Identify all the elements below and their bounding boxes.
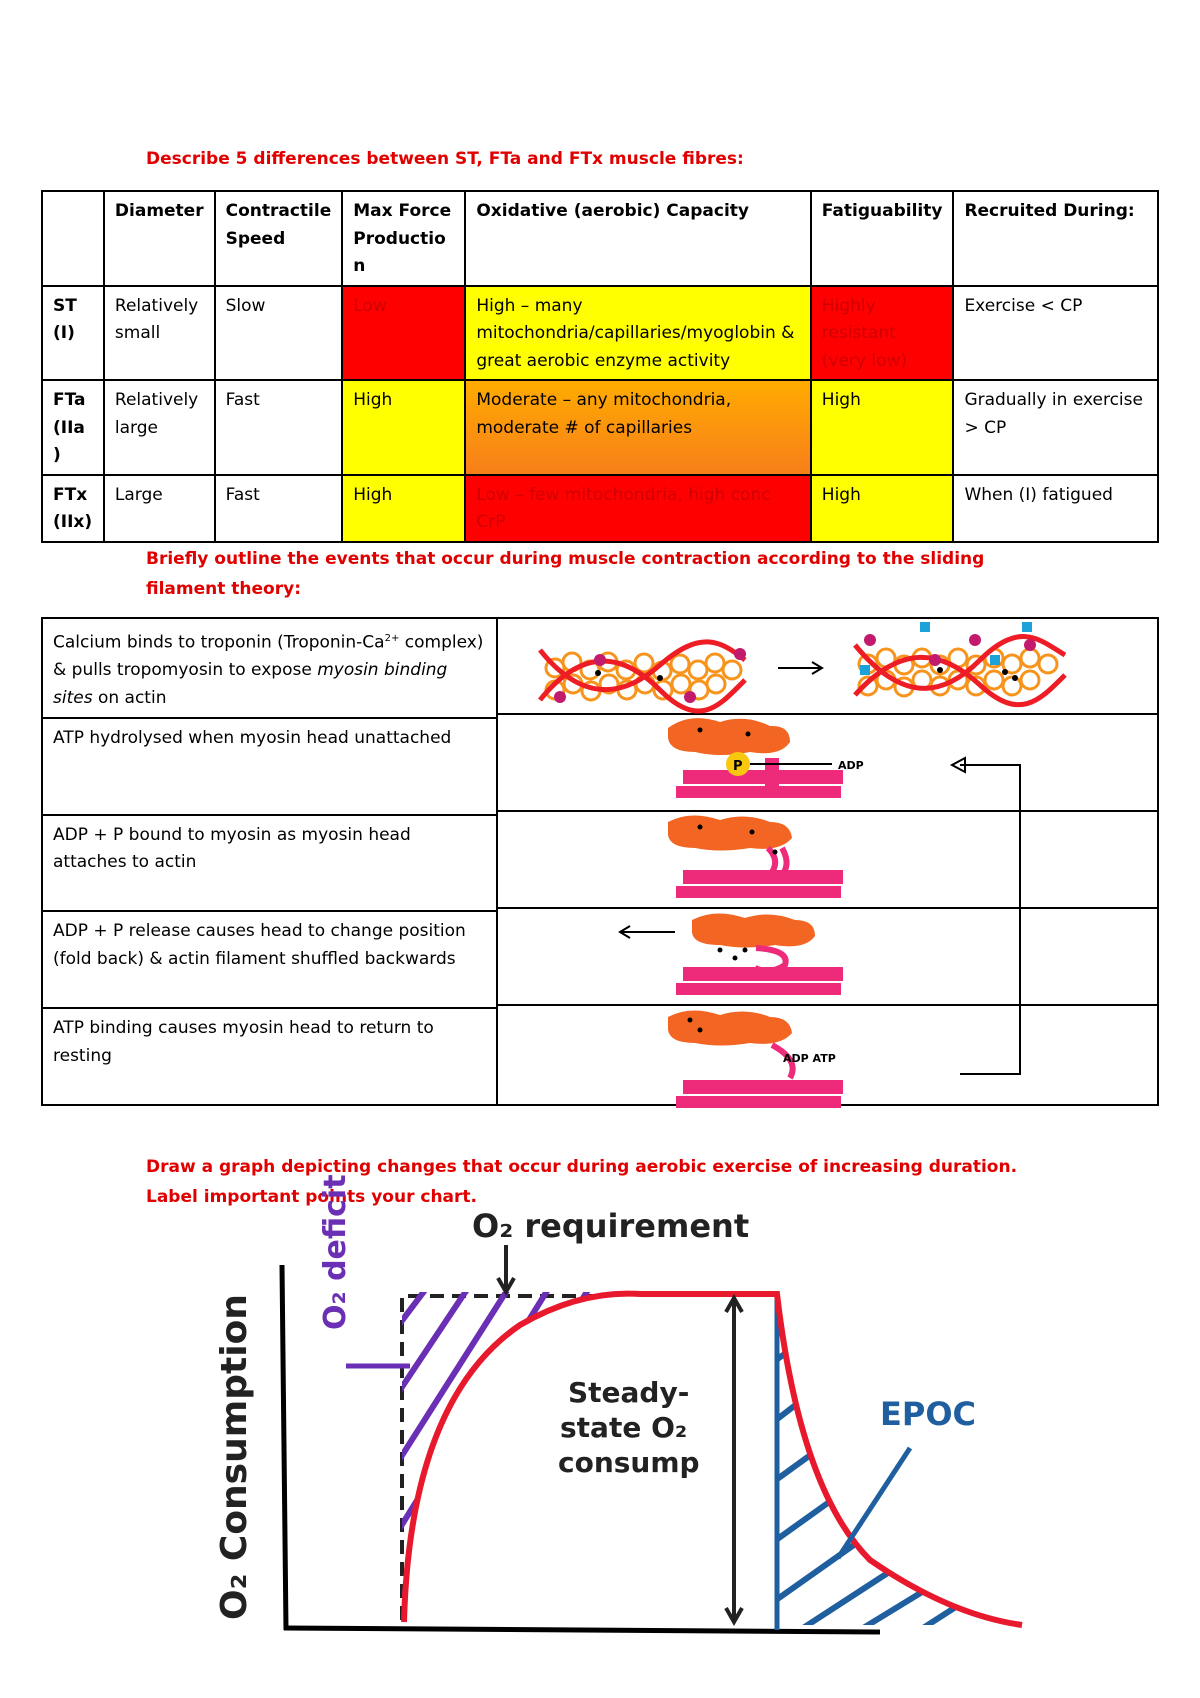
fatigue-cell: High <box>811 475 954 542</box>
header-recruited: Recruited During: <box>953 191 1158 286</box>
step-2-text: ATP hydrolysed when myosin head unattached <box>42 718 497 815</box>
o2-requirement-label: O₂ requirement <box>472 1207 750 1245</box>
header-oxidative: Oxidative (aerobic) Capacity <box>465 191 810 286</box>
fibre-type: ST (I) <box>42 286 104 381</box>
x-axis <box>284 1628 880 1632</box>
steady-state-label-3: consump <box>558 1446 700 1479</box>
header-force: Max Force Productio n <box>342 191 465 286</box>
recruited-cell: Gradually in exercise > CP <box>953 380 1158 475</box>
recruited-cell: When (I) fatigued <box>953 475 1158 542</box>
diameter-cell: Large <box>104 475 215 542</box>
diameter-cell: Relatively large <box>104 380 215 475</box>
oxidative-cell: Moderate – any mitochondria, moderate # of capillaries <box>465 380 810 475</box>
o2-requirement-arrow <box>498 1245 514 1292</box>
steady-state-label-2: state O₂ <box>560 1411 688 1444</box>
step-1-text: Calcium binds to troponin ($Troponin-Ca^{2+}$ complex) & pulls tropomyosin to expose myosin binding sites on actin <box>42 618 497 718</box>
step-4-text: ADP + P release causes head to change position (fold back) & actin filament shuffled backwards <box>42 911 497 1008</box>
force-cell: Low <box>342 286 465 381</box>
fibre-type: FTx (IIx) <box>42 475 104 542</box>
speed-cell: Slow <box>215 286 343 381</box>
fatigue-cell: High <box>811 380 954 475</box>
step-3-text: ADP + P bound to myosin as myosin head attaches to actin <box>42 815 497 912</box>
oxidative-cell: Low – few mitochondria, high conc CrP <box>465 475 810 542</box>
epoc-hatch <box>776 1300 1060 1630</box>
epoc-label: EPOC <box>880 1395 976 1433</box>
question-2: Briefly outline the events that occur during muscle contraction according to the sliding filament theory: <box>146 549 985 599</box>
steady-state-label-1: Steady- <box>568 1376 690 1409</box>
y-axis <box>282 1265 286 1630</box>
force-cell: High <box>342 380 465 475</box>
adp-atp-label: ADP ATP <box>783 1052 836 1065</box>
force-cell: High <box>342 475 465 542</box>
question-1: Describe 5 differences between ST, FTa and FTx muscle fibres: <box>146 149 744 169</box>
header-diameter: Diameter <box>104 191 215 286</box>
question-3: Draw a graph depicting changes that occur during aerobic exercise of increasing duration. Label important points your chart. <box>146 1157 1018 1207</box>
steady-state-arrow <box>726 1298 742 1622</box>
header-fatigue: Fatiguability <box>811 191 954 286</box>
speed-cell: Fast <box>215 475 343 542</box>
y-axis-label: O₂ Consumption <box>214 1294 255 1620</box>
fibre-type: FTa (IIa ) <box>42 380 104 475</box>
step-5-text: ATP binding causes myosin head to return to resting <box>42 1008 497 1105</box>
fatigue-cell: Highly resistant (very low) <box>811 286 954 381</box>
recruited-cell: Exercise < CP <box>953 286 1158 381</box>
oxidative-cell: High – many mitochondria/capillaries/myoglobin & great aerobic enzyme activity <box>465 286 810 381</box>
header-speed: Contractile Speed <box>215 191 343 286</box>
speed-cell: Fast <box>215 380 343 475</box>
o2-consumption-curve <box>404 1294 1022 1625</box>
adp-label: ADP <box>838 759 864 772</box>
diameter-cell: Relatively small <box>104 286 215 381</box>
o2-deficit-label: O₂ deficit <box>318 1174 353 1330</box>
p-label: P <box>733 759 743 774</box>
